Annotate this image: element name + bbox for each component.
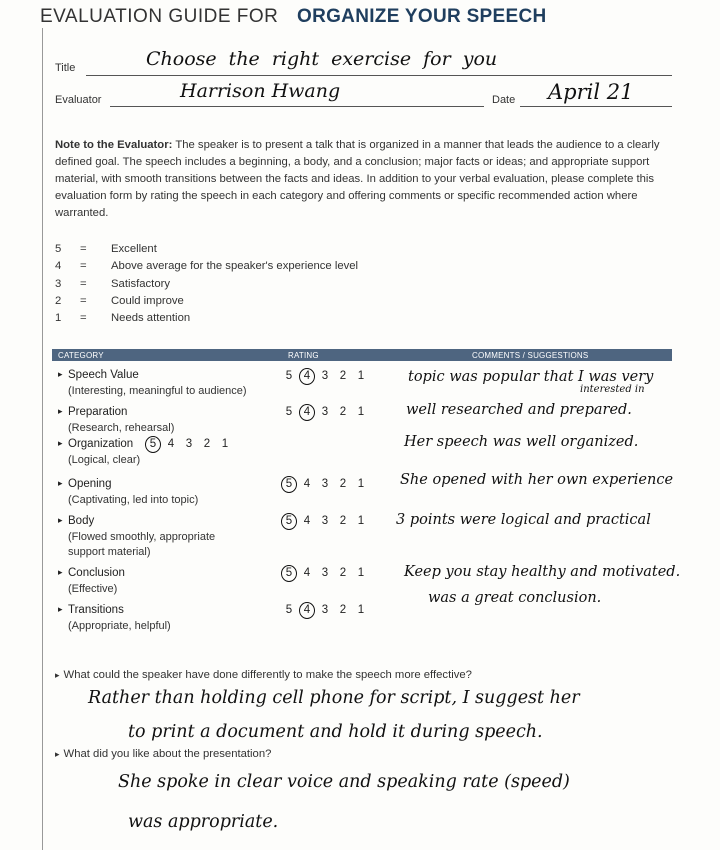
date-value[interactable]: April 21 xyxy=(548,80,634,104)
rating-option[interactable]: 5 xyxy=(285,406,293,418)
scale-desc: Satisfactory xyxy=(111,277,171,290)
category-sub: (Interesting, meaningful to audience) xyxy=(68,385,247,397)
comment-conclusion[interactable]: Keep you stay healthy and motivated. xyxy=(404,564,681,580)
rating-option[interactable]: 1 xyxy=(357,567,365,579)
scale-eq: = xyxy=(80,243,87,255)
rating-option[interactable]: 3 xyxy=(321,370,329,382)
rating-option-selected[interactable]: 5 xyxy=(280,567,298,579)
scale-eq: = xyxy=(80,294,87,307)
scale-eq: = xyxy=(80,277,87,290)
scale-num: 5 xyxy=(55,243,62,255)
scale-desc: Excellent xyxy=(111,243,157,255)
question-differently xyxy=(55,669,472,681)
bullet-arrow-icon: ▸ xyxy=(58,478,63,488)
rating-group-preparation[interactable] xyxy=(280,406,370,418)
bullet-arrow-icon: ▸ xyxy=(58,369,63,379)
rating-option[interactable]: 1 xyxy=(357,604,365,616)
bullet-arrow-icon: ▸ xyxy=(58,604,63,614)
bullet-arrow-icon: ▸ xyxy=(58,406,63,416)
scale-eq: = xyxy=(80,260,87,273)
rating-group-conclusion[interactable] xyxy=(280,567,370,579)
rating-option-selected[interactable]: 5 xyxy=(144,438,162,450)
rating-option[interactable]: 1 xyxy=(357,478,365,490)
left-margin-rule xyxy=(42,28,43,850)
comment-speech-value-insert[interactable]: interested in xyxy=(580,384,645,395)
scale-desc: Above average for the speaker's experience level xyxy=(111,260,359,273)
rating-option[interactable]: 3 xyxy=(321,567,329,579)
rating-option[interactable]: 3 xyxy=(185,438,193,450)
category-sub: (Flowed smoothly, appropriate support material) xyxy=(68,531,216,558)
evaluator-label: Evaluator xyxy=(55,94,102,106)
rating-option[interactable]: 3 xyxy=(321,406,329,418)
scale-num: 4 xyxy=(55,260,62,273)
rating-option-selected[interactable]: 4 xyxy=(298,406,316,418)
answer-differently-line2[interactable]: to print a document and hold it during speech. xyxy=(128,722,543,742)
date-line xyxy=(520,106,672,107)
rating-group-body[interactable] xyxy=(280,515,370,527)
scale-row xyxy=(55,243,455,260)
category-sub: (Appropriate, helpful) xyxy=(68,620,171,632)
rating-option-selected[interactable]: 4 xyxy=(298,370,316,382)
question-liked xyxy=(55,748,271,760)
rating-group-organization[interactable] xyxy=(144,438,234,450)
rating-option[interactable]: 2 xyxy=(339,406,347,418)
comment-preparation[interactable]: well researched and prepared. xyxy=(406,402,632,418)
rating-option[interactable]: 2 xyxy=(339,567,347,579)
question-text: What did you like about the presentation? xyxy=(63,748,272,760)
header-prefix: EVALUATION GUIDE FOR xyxy=(40,6,279,27)
rating-option[interactable]: 2 xyxy=(339,604,347,616)
bullet-arrow-icon: ▸ xyxy=(58,567,63,577)
answer-liked-line1[interactable]: She spoke in clear voice and speaking rate (speed) xyxy=(118,772,570,792)
comment-conclusion-2[interactable]: was a great conclusion. xyxy=(428,590,602,606)
scale-eq: = xyxy=(80,312,87,325)
col-rating: RATING xyxy=(288,351,319,360)
header-title: ORGANIZE YOUR SPEECH xyxy=(297,6,547,27)
category-name: Transitions xyxy=(68,604,124,616)
rating-option[interactable]: 1 xyxy=(221,438,229,450)
title-label: Title xyxy=(55,62,76,74)
scale-row xyxy=(55,312,455,329)
rating-option-selected[interactable]: 4 xyxy=(298,604,316,616)
category-name: Organization xyxy=(68,438,134,450)
date-label: Date xyxy=(492,94,516,106)
rating-option-selected[interactable]: 5 xyxy=(280,515,298,527)
rating-option[interactable]: 4 xyxy=(303,478,311,490)
rating-option[interactable]: 5 xyxy=(285,370,293,382)
title-value[interactable]: Choose the right exercise for you xyxy=(146,48,498,70)
scale-num: 2 xyxy=(55,294,62,307)
rating-option[interactable]: 3 xyxy=(321,604,329,616)
rating-option[interactable]: 2 xyxy=(339,370,347,382)
rating-option[interactable]: 4 xyxy=(303,515,311,527)
scale-desc: Could improve xyxy=(111,294,184,307)
rating-option[interactable]: 4 xyxy=(167,438,175,450)
title-line xyxy=(86,75,672,76)
rating-group-transitions[interactable] xyxy=(280,604,370,616)
rating-option[interactable]: 4 xyxy=(303,567,311,579)
category-sub: (Research, rehearsal) xyxy=(68,422,175,434)
evaluator-value[interactable]: Harrison Hwang xyxy=(180,80,341,102)
category-name: Conclusion xyxy=(68,567,125,579)
page-header xyxy=(0,4,720,34)
rating-option[interactable]: 3 xyxy=(321,515,329,527)
table-header-bar xyxy=(52,349,672,361)
category-name: Speech Value xyxy=(68,369,139,381)
rating-option[interactable]: 2 xyxy=(203,438,211,450)
rating-option[interactable]: 2 xyxy=(339,515,347,527)
comment-opening[interactable]: She opened with her own experience xyxy=(400,472,674,488)
comment-body[interactable]: 3 points were logical and practical xyxy=(396,512,651,528)
scale-row xyxy=(55,278,455,295)
rating-option[interactable]: 3 xyxy=(321,478,329,490)
category-sub: (Effective) xyxy=(68,583,118,595)
answer-differently-line1[interactable]: Rather than holding cell phone for script, I suggest her xyxy=(88,688,580,708)
bullet-arrow-icon: ▸ xyxy=(55,670,60,680)
col-comments: COMMENTS / SUGGESTIONS xyxy=(472,351,589,360)
scale-row xyxy=(55,295,455,312)
category-sub: (Logical, clear) xyxy=(68,454,141,466)
rating-scale-legend xyxy=(55,243,455,329)
comment-organization[interactable]: Her speech was well organized. xyxy=(404,434,639,450)
rating-option[interactable]: 1 xyxy=(357,370,365,382)
comment-speech-value[interactable]: topic was popular that I was very xyxy=(408,369,654,385)
rating-group-speech-value[interactable] xyxy=(280,370,370,382)
answer-liked-line2[interactable]: was appropriate. xyxy=(128,812,279,832)
category-name: Opening xyxy=(68,478,112,490)
scale-num: 3 xyxy=(55,277,62,290)
rating-option-selected[interactable]: 5 xyxy=(280,478,298,490)
scale-row xyxy=(55,260,455,277)
evaluator-line xyxy=(110,106,484,107)
bullet-arrow-icon: ▸ xyxy=(58,438,63,448)
rating-option[interactable]: 2 xyxy=(339,478,347,490)
scale-num: 1 xyxy=(55,312,62,325)
bullet-arrow-icon: ▸ xyxy=(58,515,63,525)
question-text: What could the speaker have done differently to make the speech more effective? xyxy=(63,669,472,681)
rating-option[interactable]: 5 xyxy=(285,604,293,616)
rating-group-opening[interactable] xyxy=(280,478,370,490)
category-sub: (Captivating, led into topic) xyxy=(68,494,199,506)
category-name: Preparation xyxy=(68,406,128,418)
bullet-arrow-icon: ▸ xyxy=(55,749,60,759)
rating-option[interactable]: 1 xyxy=(357,515,365,527)
col-category: CATEGORY xyxy=(58,351,104,360)
note-body: The speaker is to present a talk that is organized in a manner that leads the audience to a clearly defined goal. The speech includes a beginning, a body, and a conclusion; major facts or ideas; and appropriate support material, with smooth transitions between the facts and ideas. In addition to your verbal evaluation, please complete this evaluation form by rating the speech in each category and offering comments or specific recommended action where warranted. xyxy=(55,139,660,219)
note-heading: Note to the Evaluator: xyxy=(55,139,173,151)
scale-desc: Needs attention xyxy=(111,312,191,325)
evaluator-note xyxy=(55,137,680,222)
rating-option[interactable]: 1 xyxy=(357,406,365,418)
category-name: Body xyxy=(68,515,95,527)
